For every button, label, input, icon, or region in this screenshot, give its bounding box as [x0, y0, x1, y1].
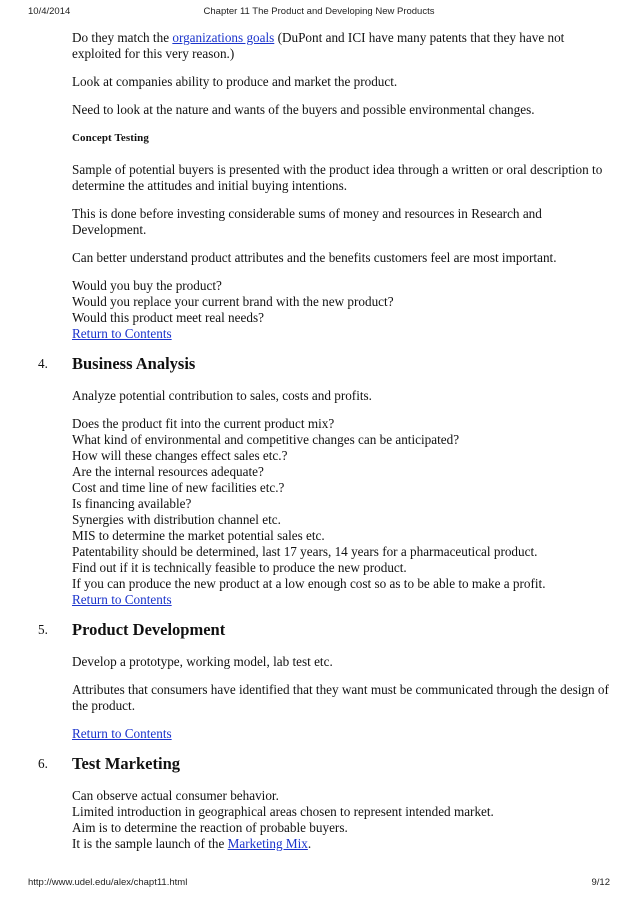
section-number: 6.	[38, 756, 48, 771]
business-analysis-heading: Business Analysis	[72, 354, 196, 373]
development-paragraph-1: Develop a prototype, working model, lab test etc.	[72, 654, 333, 669]
list-item: Are the internal resources adequate?	[72, 464, 264, 479]
product-development-section	[38, 620, 612, 640]
business-list	[72, 416, 612, 608]
list-item: It is the sample launch of the Marketing Mix.	[72, 836, 312, 851]
list-item: Aim is to determine the reaction of probable buyers.	[72, 820, 348, 835]
concept-questions	[72, 278, 612, 342]
list-item: Would this product meet real needs?	[72, 310, 264, 325]
page-footer	[0, 877, 638, 891]
paragraph-nature: Need to look at the nature and wants of the buyers and possible environmental changes.	[72, 102, 535, 117]
list-item: Does the product fit into the current product mix?	[72, 416, 335, 431]
page-url: http://www.udel.edu/alex/chapt11.html	[28, 877, 188, 888]
test-marketing-section	[38, 754, 612, 774]
list-item: Would you buy the product?	[72, 278, 222, 293]
organizations-goals-link[interactable]: organizations goals	[172, 30, 275, 45]
test-marketing-heading: Test Marketing	[72, 754, 181, 773]
list-item: If you can produce the new product at a low enough cost so as to be able to make a profit.	[72, 576, 546, 591]
testing-list	[72, 788, 612, 852]
list-item: Would you replace your current brand with the new product?	[72, 294, 394, 309]
list-item: How will these changes effect sales etc.?	[72, 448, 288, 463]
document-body	[38, 30, 612, 864]
product-development-heading: Product Development	[72, 620, 226, 639]
list-item: Synergies with distribution channel etc.	[72, 512, 281, 527]
list-item: What kind of environmental and competitive changes can be anticipated?	[72, 432, 460, 447]
paragraph-goals: Do they match the organizations goals (DuPont and ICI have many patents that they have not exploited for this very reason.)	[72, 30, 565, 61]
list-item: Cost and time line of new facilities etc.?	[72, 480, 285, 495]
section-number: 4.	[38, 356, 48, 371]
development-return	[72, 726, 612, 742]
print-date: 10/4/2014	[28, 6, 71, 17]
list-item: Patentability should be determined, last 17 years, 14 years for a pharmaceutical product.	[72, 544, 538, 559]
return-to-contents-link[interactable]: Return to Contents	[72, 726, 172, 741]
concept-paragraph-2: This is done before investing considerable sums of money and resources in Research and Development.	[72, 206, 542, 237]
development-paragraph-2: Attributes that consumers have identified that they want must be communicated through the design of the product.	[72, 682, 609, 713]
concept-paragraph-3: Can better understand product attributes and the benefits customers feel are most important.	[72, 250, 557, 265]
page-title: Chapter 11 The Product and Developing New Products	[203, 6, 435, 17]
business-analysis-section	[38, 354, 612, 374]
concept-paragraph-1: Sample of potential buyers is presented with the product idea through a written or oral description to determine the attitudes and initial buying intentions.	[72, 162, 603, 193]
return-to-contents-link[interactable]: Return to Contents	[72, 592, 172, 607]
section-number: 5.	[38, 622, 48, 637]
list-item: MIS to determine the market potential sales etc.	[72, 528, 325, 543]
page-header	[0, 6, 638, 20]
paragraph-ability: Look at companies ability to produce and market the product.	[72, 74, 398, 89]
return-to-contents-link[interactable]: Return to Contents	[72, 326, 172, 341]
marketing-mix-link[interactable]: Marketing Mix	[227, 836, 308, 851]
list-item: Limited introduction in geographical areas chosen to represent intended market.	[72, 804, 494, 819]
page-number: 9/12	[591, 877, 610, 888]
concept-testing-heading: Concept Testing	[72, 132, 149, 144]
business-paragraph-1: Analyze potential contribution to sales, costs and profits.	[72, 388, 372, 403]
list-item: Can observe actual consumer behavior.	[72, 788, 279, 803]
list-item: Find out if it is technically feasible to produce the new product.	[72, 560, 407, 575]
list-item: Is financing available?	[72, 496, 192, 511]
